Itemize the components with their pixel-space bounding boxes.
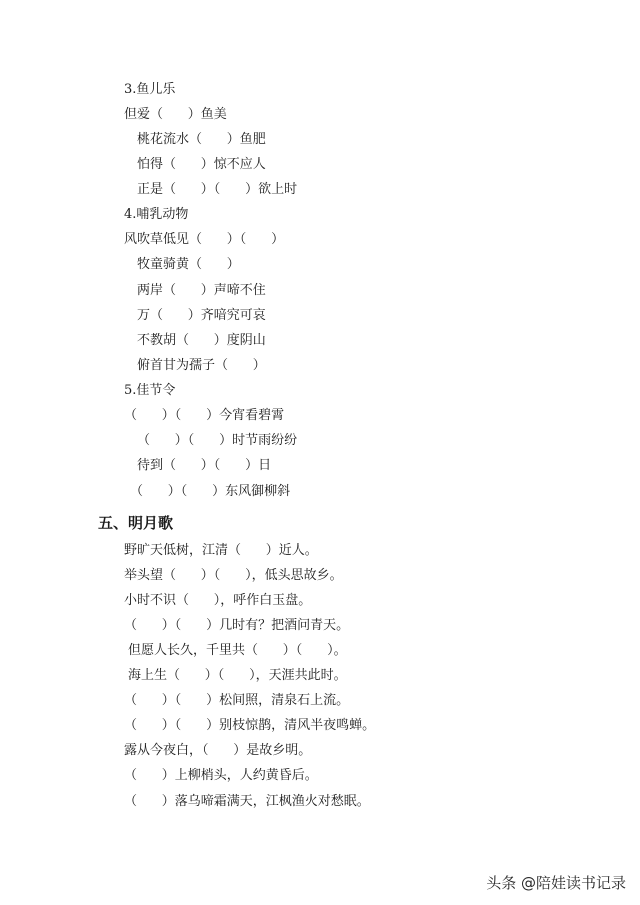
fill-line: （ ）落乌啼霜满天，江枫渔火对愁眠。 — [124, 794, 370, 809]
fill-line: （ ）上柳梢头，人约黄昏后。 — [124, 768, 318, 783]
fill-line: 两岸（ ）声啼不住 — [137, 283, 266, 298]
fill-line: 野旷天低树，江清（ ）近人。 — [124, 543, 318, 558]
fill-line: 小时不识（ ），呼作白玉盘。 — [124, 593, 312, 608]
fill-line: 万（ ）齐喑究可哀 — [137, 308, 266, 323]
fill-line: 风吹草低见（ ）（ ） — [124, 232, 285, 247]
fill-line: 露从今夜白，（ ）是故乡明。 — [124, 743, 312, 758]
fill-line: 海上生（ ）（ ），天涯共此时。 — [128, 668, 347, 683]
fill-line: 但愿人长久，千里共（ ）（ ）。 — [128, 643, 347, 658]
fill-line: 但爱（ ）鱼美 — [124, 107, 227, 122]
fill-line: 桃花流水（ ）鱼肥 — [137, 132, 266, 147]
fill-line: （ ）（ ）松间照，清泉石上流。 — [124, 693, 350, 708]
fill-line: 怕得（ ）惊不应人 — [137, 157, 266, 172]
fill-line: 举头望（ ）（ ），低头思故乡。 — [124, 568, 343, 583]
fill-line: 俯首甘为孺子（ ） — [137, 358, 266, 373]
fill-line: （ ）（ ）东风御柳斜 — [130, 484, 291, 499]
section-3-title: 3.鱼儿乐 — [124, 82, 176, 97]
fill-line: 牧童骑黄（ ） — [137, 257, 240, 272]
fill-line: （ ）（ ）几时有？把酒问青天。 — [124, 618, 350, 633]
fill-line: 待到（ ）（ ）日 — [137, 458, 272, 473]
section-5-title: 5.佳节令 — [124, 383, 176, 398]
watermark: 头条 @陪娃读书记录 — [486, 874, 626, 892]
fill-line: 不教胡（ ）度阴山 — [137, 333, 266, 348]
section-4-title: 4.哺乳动物 — [124, 207, 189, 222]
part-5-heading: 五、明月歌 — [98, 514, 174, 532]
fill-line: （ ）（ ）时节雨纷纷 — [137, 433, 298, 448]
fill-line: （ ）（ ）今宵看碧霄 — [124, 408, 285, 423]
fill-line: （ ）（ ）别枝惊鹊，清风半夜鸣蝉。 — [124, 718, 376, 733]
fill-line: 正是（ ）（ ）欲上时 — [137, 182, 298, 197]
